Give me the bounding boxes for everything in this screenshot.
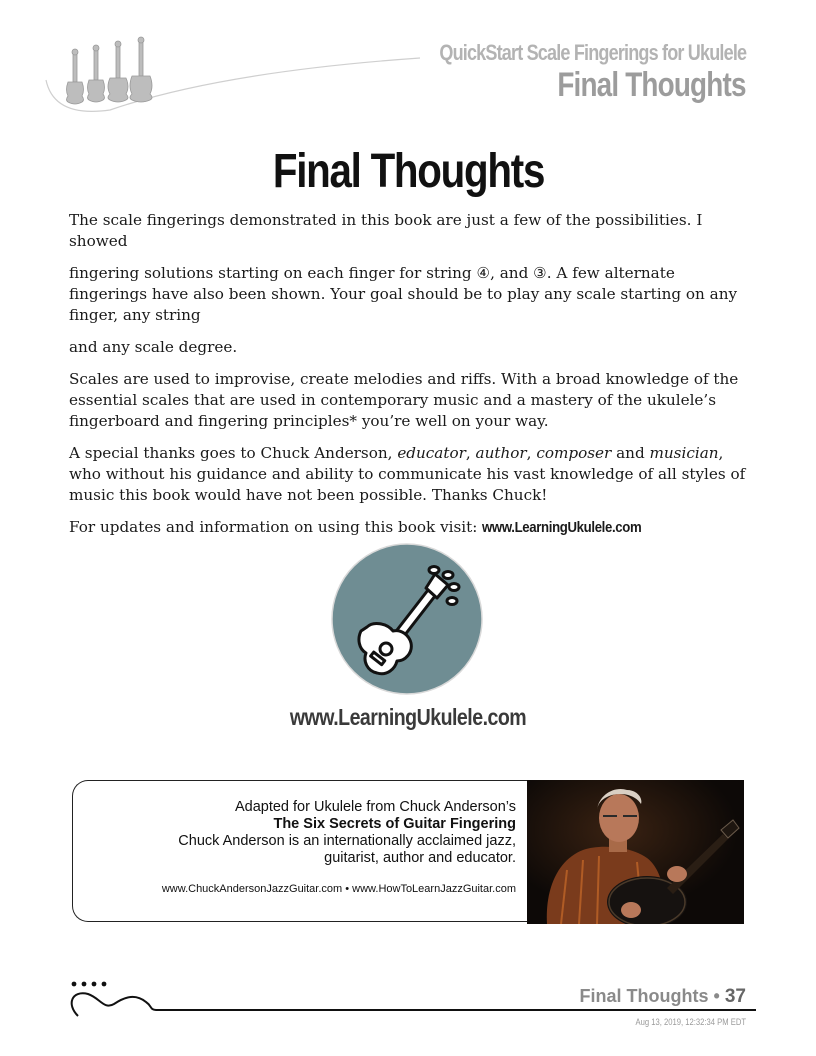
header-section-title: Final Thoughts: [557, 66, 746, 104]
credit-links[interactable]: www.ChuckAndersonJazzGuitar.com • www.HowToLearnJazzGuitar.com: [161, 883, 516, 895]
credit-book-title: [178, 816, 516, 833]
p5-text: A special thanks goes to Chuck Anderson,: [69, 444, 398, 462]
guitarist-photo: [527, 780, 744, 924]
header-ukuleles-decoration: [40, 30, 430, 120]
paragraph-3: and any scale degree.: [69, 338, 238, 356]
p6-text: For updates and information on using this book visit:: [69, 518, 483, 536]
header-book-title: QuickStart Scale Fingerings for Ukulele: [439, 40, 746, 65]
paragraph-5: [69, 443, 751, 506]
credit-line-3: Chuck Anderson is an internationally acclaimed jazz,: [178, 833, 516, 849]
p5-sep: ,: [465, 444, 476, 462]
ukulele-icon[interactable]: [331, 543, 483, 695]
p5-composer: composer: [536, 444, 612, 462]
p5-sep: and: [611, 444, 650, 462]
footer-page-label: [580, 986, 746, 1008]
paragraph-6: [69, 517, 751, 538]
p5-musician: musician: [649, 444, 719, 462]
body-text: [69, 210, 751, 549]
footer-bullet: •: [713, 986, 720, 1006]
p5-author: author: [475, 444, 527, 462]
footer-section: Final Thoughts: [579, 986, 709, 1006]
credit-text: [178, 799, 516, 867]
footer-timestamp: Aug 13, 2019, 12:32:34 PM EDT: [635, 1017, 746, 1027]
page-title-text: Final Thoughts: [272, 145, 544, 198]
credit-book-title-text: The Six Secrets of Guitar Fingering: [273, 816, 516, 832]
paragraph-4: Scales are used to improvise, create melodies and riffs. With a broad knowledge of the essential scales that are used in contemporary music and a mastery of the ukulele’s fingerboard and fingering principles* you’re well on your way.: [69, 370, 739, 430]
credit-line-1: Adapted for Ukulele from Chuck Anderson’s: [234, 799, 516, 815]
logo-url[interactable]: [0, 704, 816, 731]
page-number: 37: [724, 986, 746, 1007]
paragraph-1: The scale fingerings demonstrated in this book are just a few of the possibilities. I showed: [69, 211, 703, 250]
page-title: [0, 144, 816, 199]
p5-text-end: , who without his guidance and ability to communicate his vast knowledge of all styles of music this book would have not been possible. Thanks Chuck!: [69, 444, 746, 504]
logo-url-text[interactable]: www.LearningUkulele.com: [289, 704, 527, 730]
paragraph-2: fingering solutions starting on each finger for string ④, and ③. A few alternate fingerings have also been shown. Your goal should be to play any scale starting on any finger, any string: [69, 264, 738, 324]
website-link[interactable]: www.LearningUkulele.com: [482, 519, 642, 536]
credit-line-4: guitarist, author and educator.: [324, 850, 516, 866]
p5-educator: educator: [397, 444, 466, 462]
credit-box: [72, 780, 530, 922]
p5-sep: ,: [526, 444, 537, 462]
